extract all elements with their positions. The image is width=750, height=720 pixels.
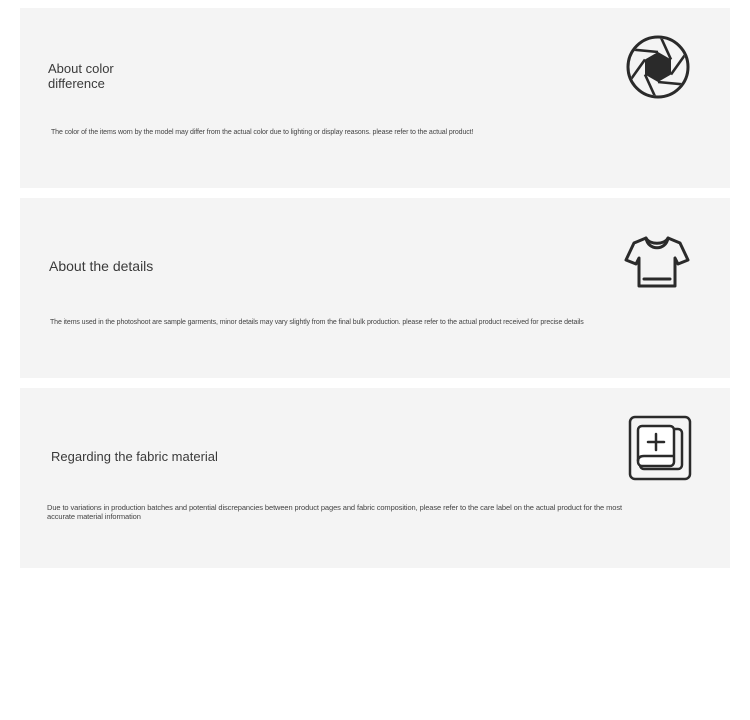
notice-description: Due to variations in production batches and potential discrepancies between product pages and fabric composition, please refer to the care label on the actual product for the most accurate material information bbox=[47, 503, 622, 521]
notice-title: Regarding the fabric material bbox=[51, 449, 218, 464]
fabric-swatch-icon bbox=[628, 415, 692, 481]
notice-description: The color of the items worn by the model may differ from the actual color due to lighting or display reasons. please refer to the actual product! bbox=[51, 129, 474, 136]
notice-title: About the details bbox=[49, 258, 154, 274]
notice-card-fabric-material bbox=[20, 388, 730, 568]
notice-description: The items used in the photoshoot are sample garments, minor details may vary slightly from the final bulk production. please refer to the actual product received for precise details bbox=[50, 319, 584, 326]
notice-card-color-difference bbox=[20, 8, 730, 188]
camera-aperture-icon bbox=[626, 35, 690, 99]
tshirt-icon bbox=[624, 234, 690, 290]
notice-card-details bbox=[20, 198, 730, 378]
notice-title: About color difference bbox=[48, 61, 114, 91]
